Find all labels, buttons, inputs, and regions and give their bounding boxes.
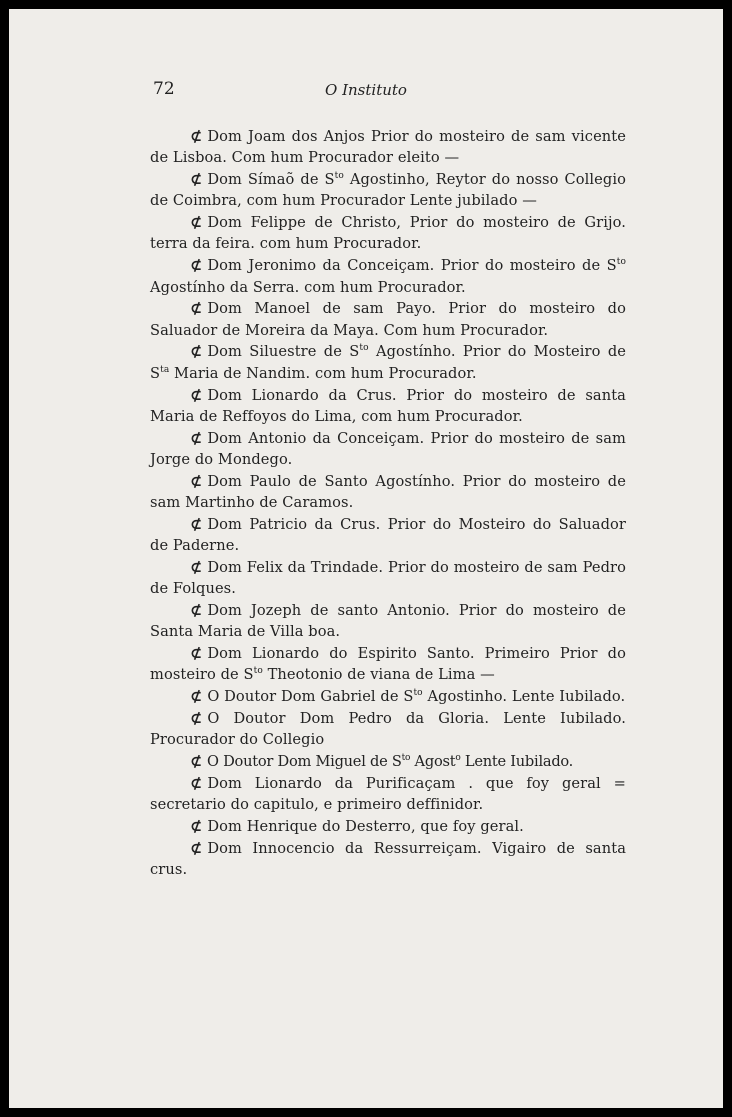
document-page	[9, 9, 723, 1108]
list-item	[150, 773, 626, 816]
paragraph-mark-icon: ⊄	[190, 343, 203, 361]
superscript-abbrev: to	[334, 171, 344, 182]
list-item	[150, 169, 626, 212]
paragraph-mark-icon: ⊄	[190, 688, 203, 706]
paragraph-mark-icon: ⊄	[190, 774, 203, 792]
entry-text: Dom Lionardo da Purificaçam . que foy geral = secretario do capitulo, e primeiro deffinidor.	[150, 774, 626, 814]
entry-text: Maria de Nandim. com hum Procurador.	[169, 364, 477, 382]
paragraph-mark-icon: ⊄	[190, 753, 202, 771]
entry-text: Dom Siluestre de S	[207, 343, 360, 361]
entry-text: Agostínho. Prior do Mosteiro de S	[150, 343, 627, 382]
entry-text: Dom Antonio da Conceiçam. Prior do mosteiro de sam Jorge do Mondego.	[150, 429, 626, 468]
list-item	[150, 838, 626, 881]
entry-text: Dom Innocencio da Ressurreiçam. Vigairo de santa crus.	[150, 839, 626, 879]
entry-text: Theotonio de viana de Lima —	[262, 666, 495, 684]
superscript-abbrev: o	[455, 753, 461, 764]
paragraph-mark-icon: ⊄	[190, 214, 203, 232]
paragraph-mark-icon: ⊄	[190, 429, 203, 447]
entry-text: O Doutor Dom Gabriel de S	[207, 688, 414, 706]
superscript-abbrev: to	[359, 343, 369, 354]
superscript-abbrev: ta	[160, 364, 170, 375]
entry-text: Agostinho, Reytor do nosso Collegio de Coimbra, com hum Procurador Lente jubilado —	[150, 171, 627, 210]
list-item	[150, 557, 626, 600]
entry-list	[150, 126, 626, 881]
entry-text: Dom Lionardo do Espirito Santo. Primeiro Prior do mosteiro de S	[150, 645, 626, 684]
paragraph-mark-icon: ⊄	[190, 515, 203, 533]
running-title: O Instituto	[325, 81, 407, 99]
list-item	[150, 471, 626, 514]
paragraph-mark-icon: ⊄	[190, 257, 203, 275]
paragraph-mark-icon: ⊄	[190, 818, 203, 835]
entry-text: Agostinho. Lente Iubilado.	[422, 688, 626, 706]
entry-text: Agost	[410, 753, 456, 771]
list-item	[150, 643, 626, 686]
list-item	[150, 126, 626, 169]
entry-text: Lente Iubilado.	[460, 753, 574, 771]
list-item	[150, 385, 626, 428]
paragraph-mark-icon: ⊄	[190, 171, 203, 189]
list-item	[150, 816, 626, 837]
paragraph-mark-icon: ⊄	[190, 645, 203, 663]
list-item	[150, 600, 626, 643]
superscript-abbrev: to	[616, 257, 626, 268]
paragraph-mark-icon: ⊄	[190, 602, 203, 620]
superscript-abbrev: to	[413, 688, 423, 699]
paragraph-mark-icon: ⊄	[190, 710, 203, 728]
list-item	[150, 341, 626, 384]
entry-text: Dom Henrique do Desterro, que foy geral.	[207, 818, 524, 835]
entry-text: Dom Lionardo da Crus. Prior do mosteiro de santa Maria de Reffoyos do Lima, com hum Procurador.	[150, 386, 626, 425]
paragraph-mark-icon: ⊄	[190, 472, 203, 490]
list-item	[150, 751, 626, 772]
entry-text: Dom Joam dos Anjos Prior do mosteiro de sam vicente de Lisboa. Com hum Procurador eleito —	[150, 128, 626, 167]
paragraph-mark-icon: ⊄	[190, 128, 203, 145]
entry-text: Dom Paulo de Santo Agostínho. Prior do mosteiro de sam Martinho de Caramos.	[150, 472, 626, 512]
superscript-abbrev: to	[253, 666, 263, 677]
entry-text: Dom Patricio da Crus. Prior do Mosteiro do Saluador de Paderne.	[150, 515, 626, 555]
page-header	[9, 79, 723, 103]
list-item	[150, 212, 626, 255]
list-item	[150, 428, 626, 471]
list-item	[150, 514, 626, 557]
entry-text: O Doutor Dom Miguel de S	[206, 753, 402, 771]
page-number: 72	[153, 79, 175, 99]
list-item	[150, 298, 626, 341]
superscript-abbrev: to	[401, 753, 411, 764]
list-item	[150, 686, 626, 707]
entry-text: Dom Jeronimo da Conceiçam. Prior do mosteiro de S	[207, 257, 617, 275]
paragraph-mark-icon: ⊄	[190, 839, 203, 857]
entry-text: Dom Símaõ de S	[207, 171, 335, 189]
entry-text: Dom Felix da Trindade. Prior do mosteiro de sam Pedro de Folques.	[150, 558, 626, 598]
paragraph-mark-icon: ⊄	[190, 300, 203, 318]
paragraph-mark-icon: ⊄	[190, 386, 203, 404]
entry-text: Dom Jozeph de santo Antonio. Prior do mosteiro de Santa Maria de Villa boa.	[150, 602, 626, 641]
paragraph-mark-icon: ⊄	[190, 558, 203, 576]
list-item	[150, 708, 626, 751]
entry-text: Dom Manoel de sam Payo. Prior do mosteiro do Saluador de Moreira da Maya. Com hum Procurador.	[150, 300, 626, 339]
list-item	[150, 255, 626, 298]
entry-text: O Doutor Dom Pedro da Gloria. Lente Iubilado. Procurador do Collegio	[150, 710, 626, 749]
entry-text: Agostínho da Serra. com hum Procurador.	[150, 278, 466, 296]
entry-text: Dom Felippe de Christo, Prior do mosteiro de Grijo. terra da feira. com hum Procurador.	[150, 214, 626, 253]
